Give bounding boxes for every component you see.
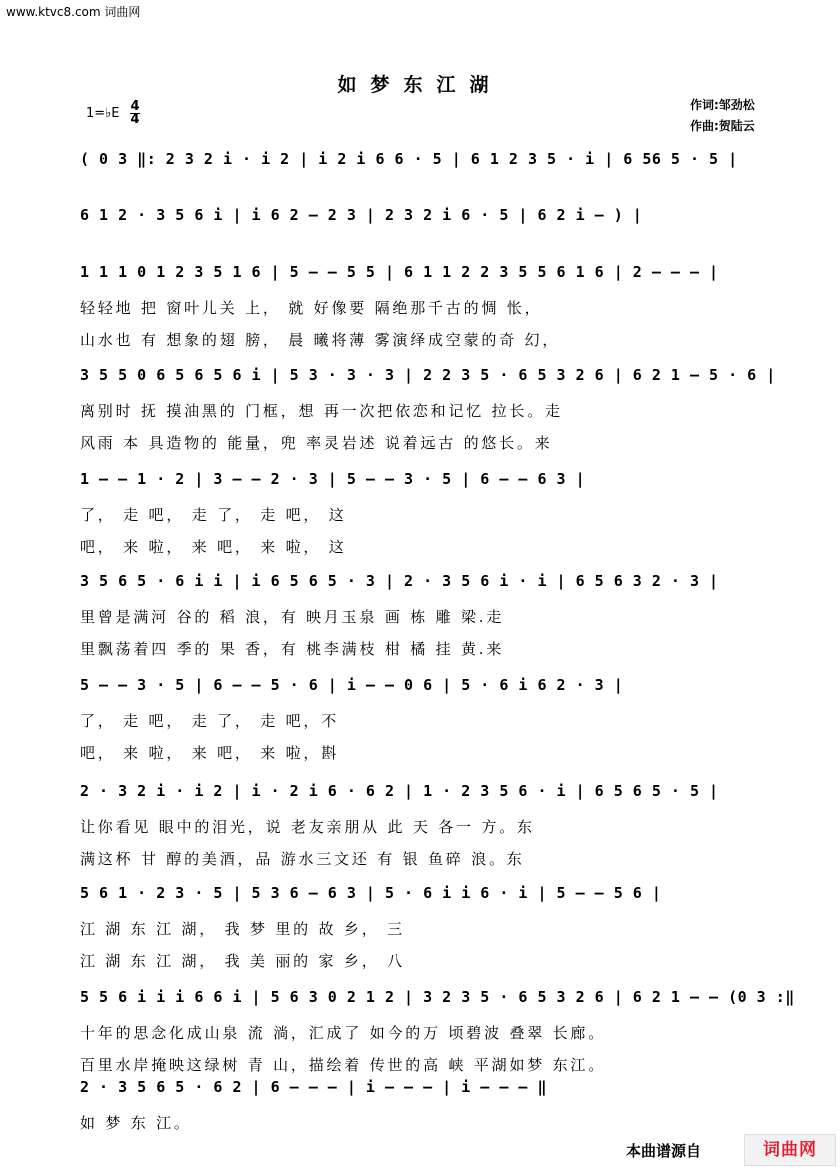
time-signature-top: 4 <box>130 99 140 114</box>
lyric-line: 百里水岸掩映这绿树 青 山，描绘着 传世的高 峡 平湖如梦 东江。 <box>80 1056 607 1074</box>
brand-logo <box>744 1134 836 1166</box>
notation-line: 1 — — 1 · 2 | 3 — — 2 · 3 | 5 — — 3 · 5 | 6 — — 6 3 | <box>80 470 586 488</box>
time-signature <box>130 101 140 126</box>
song-title: 如梦东江湖 <box>337 74 503 96</box>
lyric-line: 江 湖 东 江 湖， 我 梦 里的 故 乡， 三 <box>80 920 405 938</box>
site-url: www.ktvc8.com 词曲网 <box>6 5 141 19</box>
notation-line: 5 — — 3 · 5 | 6 — — 5 · 6 | i — — 0 6 | 5 · 6 i 6 2 · 3 | <box>80 676 624 694</box>
lyric-line: 风雨 本 具造物的 能量，兜 率灵岩述 说着远古 的悠长。来 <box>80 434 553 452</box>
lyric-line: 里飘荡着四 季的 果 香，有 桃李满枝 柑 橘 挂 黄.来 <box>80 640 505 658</box>
lyric-line: 让你看见 眼中的泪光，说 老友亲朋从 此 天 各一 方。东 <box>80 818 535 836</box>
lyric-line: 山水也 有 想象的翅 膀， 晨 曦将薄 雾演绎成空蒙的奇 幻， <box>80 331 561 349</box>
lyric-line: 十年的思念化成山泉 流 淌，汇成了 如今的万 顷碧波 叠翠 长廊。 <box>80 1024 607 1042</box>
notation-line: 3 5 5 0 6 5 6 5 6 i | 5 3 · 3 · 3 | 2 2 3 5 · 6 5 3 2 6 | 6 2 1 — 5 · 6 | <box>80 366 776 384</box>
notation-line: 1 1 1 0 1 2 3 5 1 6 | 5 — — 5 5 | 6 1 1 2 2 3 5 5 6 1 6 | 2 — — — | <box>80 263 719 281</box>
composer-credit: 作曲:贺陆云 <box>690 119 755 133</box>
notation-line: 5 6 1 · 2 3 · 5 | 5 3 6 — 6 3 | 5 · 6 i i 6 · i | 5 — — 5 6 | <box>80 884 662 902</box>
time-signature-bottom: 4 <box>130 112 140 127</box>
lyric-line: 如 梦 东 江。 <box>80 1114 192 1132</box>
brand-text: 词曲网 <box>763 1140 817 1160</box>
notation-line: 5 5 6 i i i 6 6 i | 5 6 3 0 2 1 2 | 3 2 3 5 · 6 5 3 2 6 | 6 2 1 — — (0 3 :‖ <box>80 988 795 1006</box>
lyric-line: 离别时 抚 摸油黑的 门框，想 再一次把依恋和记忆 拉长。走 <box>80 402 563 420</box>
notation-line: 3 5 6 5 · 6 i i | i 6 5 6 5 · 3 | 2 · 3 5 6 i · i | 6 5 6 3 2 · 3 | <box>80 572 719 590</box>
lyric-line: 了， 走 吧， 走 了， 走 吧， 这 <box>80 506 347 524</box>
notation-line: 6 1 2 · 3 5 6 i | i 6 2 — 2 3 | 2 3 2 i 6 · 5 | 6 2 i — ) | <box>80 206 643 224</box>
lyric-line: 吧， 来 啦， 来 吧， 来 啦，斟 <box>80 744 340 762</box>
lyric-line: 江 湖 东 江 湖， 我 美 丽的 家 乡， 八 <box>80 952 405 970</box>
notation-line: 2 · 3 2 i · i 2 | i · 2 i 6 · 6 2 | 1 · 2 3 5 6 · i | 6 5 6 5 · 5 | <box>80 782 719 800</box>
notation-line: 2 · 3 5 6 5 · 6 2 | 6 — — — | i — — — | i — — — ‖ <box>80 1078 548 1096</box>
lyricist-credit: 作词:邹劲松 <box>690 98 755 112</box>
lyric-line: 轻轻地 把 窗叶儿关 上， 就 好像要 隔绝那千古的惆 怅， <box>80 299 543 317</box>
source-note: 本曲谱源自 <box>626 1142 702 1160</box>
key-signature: 1=♭E <box>86 106 120 121</box>
lyric-line: 吧， 来 啦， 来 吧， 来 啦， 这 <box>80 538 347 556</box>
lyric-line: 满这杯 甘 醇的美酒，品 游水三文还 有 银 鱼碎 浪。东 <box>80 850 525 868</box>
lyric-line: 了， 走 吧， 走 了， 走 吧，不 <box>80 712 340 730</box>
notation-line: ( 0 3 ‖: 2 3 2 i · i 2 | i 2 i 6 6 · 5 | 6 1 2 3 5 · i | 6 56 5 · 5 | <box>80 150 738 168</box>
lyric-line: 里曾是满河 谷的 稻 浪，有 映月玉泉 画 栋 雕 梁.走 <box>80 608 505 626</box>
